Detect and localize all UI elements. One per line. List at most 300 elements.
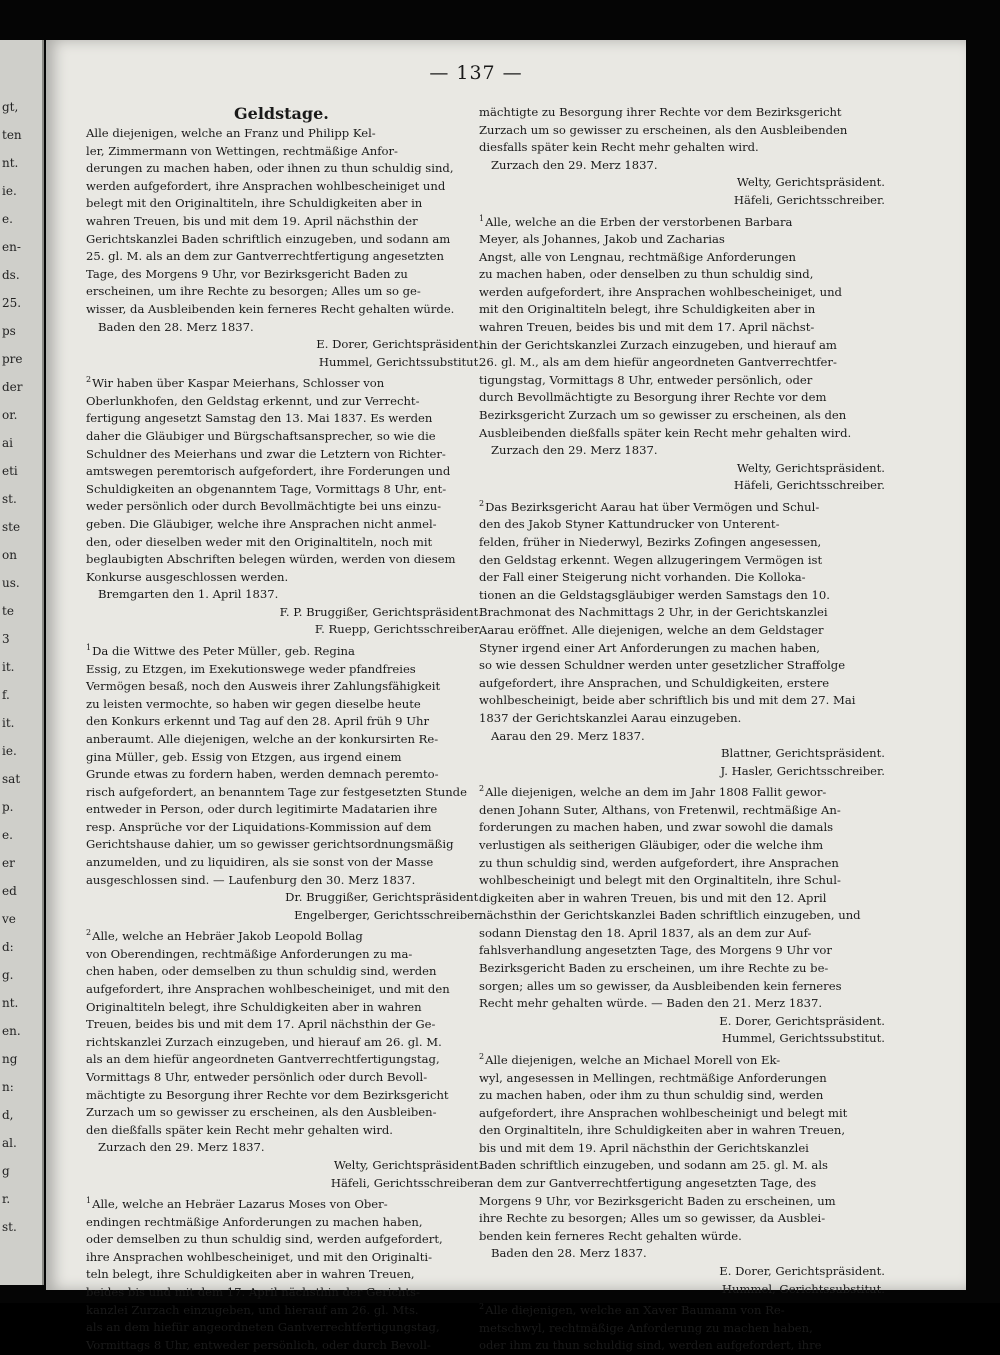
text-line-content: sorgen; alles um so gewisser, da Ausbleibenden kein ferneres (479, 978, 842, 993)
insertion-count-marker: 2 (479, 784, 485, 794)
left-page-fragment: pre (2, 352, 23, 366)
notice-paragraph (479, 1298, 889, 1355)
notice-paragraph (479, 780, 889, 1013)
text-line (86, 498, 486, 516)
text-line (479, 210, 889, 231)
left-page-fragment: der (2, 380, 23, 394)
right-column (479, 104, 889, 1355)
signature-line: Engelberger, Gerichtsschreiber. (294, 907, 482, 922)
text-line (86, 1249, 486, 1267)
text-line (479, 301, 889, 319)
text-line-content: von Oberendingen, rechtmäßige Anforderungen zu ma- (86, 946, 413, 961)
text-line-content: bis und mit dem 19. April nächsthin der Gerichtskanzlei (479, 1140, 809, 1155)
left-page-fragment: 25. (2, 296, 22, 310)
left-page-fragment: g (2, 1164, 10, 1178)
text-line-content: Originaltiteln belegt, ihre Schuldigkeiten aber in wahren (86, 999, 422, 1014)
insertion-count-marker: 2 (479, 498, 485, 508)
text-line (479, 780, 889, 801)
text-line (86, 1337, 486, 1355)
left-page-fragment: n: (2, 1080, 14, 1094)
signature-line: Häfeli, Gerichtsschreiber. (330, 1175, 482, 1190)
left-page-fragment: us. (2, 576, 20, 590)
text-line-content: Brachmonat des Nachmittags 2 Uhr, in der Gerichtskanzlei (479, 605, 828, 620)
text-line-content: Schuldigkeiten an obgenanntem Tage, Vormittags 8 Uhr, ent- (86, 481, 447, 496)
text-line-content: Aarau eröffnet. Alle diejenigen, welche an dem Geldstager (479, 622, 824, 637)
text-line (479, 675, 889, 693)
left-page-fragment: er (2, 856, 15, 870)
left-page-fragment: ds. (2, 268, 20, 282)
text-line-content: resp. Ansprüche vor der Liquidations-Kommission auf dem (86, 819, 432, 834)
left-page-fragment: gt, (2, 100, 19, 114)
left-page-fragment: ps (2, 324, 16, 338)
signature-line: E. Dorer, Gerichtspräsident. (719, 1013, 885, 1028)
text-line-content: ihre Ansprachen wohlbescheiniget, und mit den Originalti- (86, 1249, 433, 1264)
left-page-fragment: en- (2, 240, 21, 254)
text-line-content: Ausbleibenden dießfalls später kein Recht mehr gehalten wird. (479, 425, 852, 440)
text-line (479, 942, 889, 960)
signature-line: Welty, Gerichtspräsident. (736, 460, 885, 475)
text-line-content: den des Jakob Styner Kattundrucker von Unterent- (479, 517, 780, 532)
text-line (479, 960, 889, 978)
text-line (86, 766, 486, 784)
text-line (479, 622, 889, 640)
place-and-date: Zurzach den 29. Merz 1837. (491, 157, 658, 172)
text-line (86, 1231, 486, 1249)
notice-paragraph (86, 924, 486, 1139)
text-line-content: den dießfalls später kein Recht mehr gehalten wird. (86, 1122, 393, 1137)
text-line-content: nächsthin der Gerichtskanzlei Baden schriftlich einzugeben, und (479, 908, 861, 923)
left-column (86, 104, 486, 1354)
left-page-fragment: nt. (2, 996, 19, 1010)
text-line-content: Alle diejenigen, welche an dem im Jahr 1808 Fallit gewor- (485, 785, 827, 800)
text-line (86, 1122, 486, 1140)
text-line (86, 872, 486, 890)
text-line (479, 1122, 889, 1140)
signature-line: Hummel, Gerichtssubstitut. (318, 354, 482, 369)
text-line (86, 393, 486, 411)
text-line-content: Treuen, beides bis und mit dem 17. April nächsthin der Ge- (86, 1017, 436, 1032)
left-page-fragment: ed (2, 884, 17, 898)
text-line-content: aufgefordert, ihre Ansprachen, und Schuldigkeiten, erstere (479, 675, 830, 690)
text-line (479, 837, 889, 855)
insertion-count-marker: 2 (86, 928, 92, 938)
text-line-content: erscheinen, um ihre Rechte zu besorgen; Alles um so ge- (86, 284, 421, 299)
text-line (479, 407, 889, 425)
text-line (479, 1193, 889, 1211)
notice-paragraph (479, 1048, 889, 1245)
text-line (86, 195, 486, 213)
insertion-count-marker: 2 (86, 375, 92, 385)
signature-line: Welty, Gerichtspräsident. (333, 1158, 482, 1173)
place-and-date: Baden den 28. Merz 1837. (98, 319, 254, 334)
text-line (86, 924, 486, 945)
left-page-fragment: nt. (2, 156, 19, 170)
text-line-content: Zurzach um so gewisser zu erscheinen, als den Ausbleibenden (479, 122, 848, 137)
text-line-content: weder persönlich oder durch Bevollmächtigte bei uns einzu- (86, 499, 442, 514)
place-and-date: Bremgarten den 1. April 1837. (98, 587, 279, 602)
signature-line: Häfeli, Gerichtsschreiber. (733, 478, 885, 493)
text-line-content: der Fall einer Steigerung nicht vorhanden. Die Kollokа- (479, 570, 806, 585)
text-line-content: den, oder dieselben weder mit den Originaltiteln, noch mit (86, 534, 433, 549)
text-line-content: gina Müllег, geb. Essig von Etzgen, aus irgend einem (86, 749, 402, 764)
text-line-content: wahren Treuen, bis und mit dem 19. April nächsthin der (86, 213, 418, 228)
text-line (86, 266, 486, 284)
text-line-content: Alle, welche an Hebräer Jakob Leopold Bollag (92, 929, 363, 944)
text-line-content: anzumelden, und zu liquidiren, als sie sonst von der Masse (86, 855, 434, 870)
text-line (479, 819, 889, 837)
notice-paragraph (479, 495, 889, 728)
text-line-content: anberaumt. Alle diejenigen, welche an der konkursirten Re- (86, 731, 439, 746)
text-line-content: mit den Originaltiteln belegt, ihre Schuldigkeiten aber in (479, 302, 816, 317)
left-page-fragment: ie. (2, 184, 17, 198)
text-line (86, 1034, 486, 1052)
notice-paragraph (86, 125, 486, 319)
text-line (86, 678, 486, 696)
text-line-content: den Geldstag erkennt. Wegen allzugeringem Vermögen ist (479, 552, 823, 567)
text-line (86, 1266, 486, 1284)
text-line-content: Da die Wittwe des Peter Müllег, geb. Regina (92, 643, 355, 658)
text-line-content: Bezirksgericht Zurzach um so gewisser zu erscheinen, als den (479, 407, 847, 422)
text-line-content: daher die Gläubiger und Bürgschaftsansprecher, so wie die (86, 428, 436, 443)
insertion-count-marker: 1 (479, 213, 485, 223)
left-page-fragment: ste (2, 520, 21, 534)
section-heading: Geldstage. (234, 104, 329, 123)
text-line-content: wohlbescheinigt, beide aber schriftlich bis und mit dem 27. Mai (479, 693, 856, 708)
text-line-content: diesfalls später kein Recht mehr gehalten wird. (479, 140, 759, 155)
text-line-content: ausgeschlossen sind. — Laufenburg den 30. Merz 1837. (86, 872, 416, 887)
left-page-fragment: it. (2, 716, 15, 730)
text-line-content: Meyer, als Johannes, Jakob und Zacharias (479, 232, 725, 247)
text-line (479, 495, 889, 516)
text-line (479, 1140, 889, 1158)
text-line (479, 337, 889, 355)
text-line (479, 139, 889, 157)
newspaper-page (46, 40, 966, 1353)
left-page-fragment: ten (2, 128, 22, 142)
signature-line: F. P. Bruggißer, Gerichtspräsident. (279, 604, 482, 619)
signature-line: F. Ruepp, Gerichtsschreiber. (314, 622, 482, 637)
text-line (86, 836, 486, 854)
left-page-fragment: it. (2, 660, 15, 674)
text-line-content: Gerichtshause dahier, um so gewisser gerichtsordnungsmäßig (86, 837, 454, 852)
text-line-content: als an dem hiefür angeordneten Gantverrechtfertigungstag, (86, 1052, 440, 1067)
notice-paragraph (86, 639, 486, 889)
previous-page-edge (0, 40, 44, 1285)
text-line (86, 713, 486, 731)
text-line-content: oder demselben zu thun schuldig sind, werden aufgefordert, (86, 1232, 443, 1247)
place-and-date: Baden den 28. Merz 1837. (491, 1246, 647, 1261)
text-line-content: wyl, angesessen in Mellingen, rechtmäßige Anforderungen (479, 1070, 827, 1085)
text-line-content: wahren Treuen, beides bis und mit dem 17. April nächst- (479, 319, 815, 334)
text-line-content: wisser, da Ausbleibenden kein ferneres Recht gehalten würde. (86, 301, 455, 316)
text-line (86, 1192, 486, 1213)
text-line-content: an dem zur Gantverrechtfertigung angesetzten Tage, des (479, 1176, 817, 1191)
left-page-fragment: or. (2, 408, 18, 422)
text-line (86, 516, 486, 534)
text-line-content: chen haben, oder demselben zu thun schuldig sind, werden (86, 964, 437, 979)
text-line (479, 284, 889, 302)
text-line (479, 516, 889, 534)
place-and-date: Aarau den 29. Merz 1837. (491, 728, 645, 743)
place-and-date: Zurzach den 29. Merz 1837. (491, 443, 658, 458)
notice-paragraph (479, 104, 889, 157)
text-line (86, 213, 486, 231)
text-line-content: 26. gl. M., als am dem hiefür angeordneten Gantverrechtfer- (479, 355, 837, 370)
text-line (86, 178, 486, 196)
notice-paragraph (479, 210, 889, 443)
text-line (86, 371, 486, 392)
text-line (479, 1228, 889, 1246)
text-line-content: mächtigte zu Besorgung ihrer Rechte vor dem Bezirksgericht (479, 105, 842, 119)
text-line-content: ler, Zimmermann von Wettingen, rechtmäßige Anfor- (86, 143, 398, 158)
text-line (86, 1069, 486, 1087)
text-line (479, 802, 889, 820)
left-page-fragment: ng (2, 1052, 18, 1066)
signature-line: E. Dorer, Gerichtspräsident. (719, 1264, 885, 1279)
text-line-content: aufgefordert, ihre Ansprachen wohlbescheinigt und belegt mit (479, 1105, 848, 1120)
signature-line: Häfeli, Gerichtsschreiber. (733, 192, 885, 207)
text-line-content: Wir haben über Kaspar Meierhans, Schlosser von (92, 376, 385, 391)
text-line-content: denen Johann Suter, Althans, von Fretenwil, rechtmäßige An- (479, 802, 841, 817)
text-line (86, 1214, 486, 1232)
text-line-content: Alle diejenigen, welche an Xaver Baumann von Re- (485, 1303, 785, 1318)
text-line-content: aufgefordert, ihre Ansprachen wohlbescheiniget, und mit den (86, 982, 450, 997)
text-line-content: Recht mehr gehalten würde. — Baden den 21. Merz 1837. (479, 996, 823, 1011)
text-line-content: Vormittags 8 Uhr, entweder persönlich oder durch Bevoll- (86, 1070, 428, 1085)
page-number: — 137 — (429, 62, 523, 84)
text-line (479, 995, 889, 1013)
text-line (479, 534, 889, 552)
text-line-content: zu leisten vermochte, so haben wir gegen dieselbe heute (86, 696, 421, 711)
left-page-fragment: f. (2, 688, 10, 702)
text-line (86, 946, 486, 964)
text-line (479, 710, 889, 728)
text-line (86, 248, 486, 266)
text-line-content: Tage, des Morgens 9 Uhr, vor Bezirksgericht Baden zu (86, 266, 408, 281)
insertion-count-marker: 2 (479, 1302, 485, 1312)
text-line-content: Zurzach um so gewisser zu erscheinen, als den Ausbleiben- (86, 1105, 437, 1120)
text-line (479, 1048, 889, 1069)
text-line (86, 1087, 486, 1105)
text-line-content: fahlsverhandlung angesetzten Tage, des Morgens 9 Uhr vor (479, 943, 832, 958)
text-line-content: durch Bevollmächtigte zu Besorgung ihrer Rechte vor dem (479, 390, 827, 405)
text-line (479, 1087, 889, 1105)
text-line-content: forderungen zu machen haben, und zwar sowohl die damals (479, 820, 834, 835)
text-line (479, 569, 889, 587)
text-line (86, 283, 486, 301)
text-line (86, 854, 486, 872)
text-line (86, 819, 486, 837)
text-line-content: Alle, welche an die Erben der verstorbenen Barbara (485, 214, 793, 229)
text-line (479, 122, 889, 140)
text-line-content: hin der Gerichtskanzlei Zurzach einzugeben, und hierauf am (479, 337, 837, 352)
text-line (86, 731, 486, 749)
text-line-content: Alle diejenigen, welche an Franz und Philipp Kel- (86, 126, 376, 140)
text-line (479, 104, 889, 122)
text-line (479, 372, 889, 390)
text-line-content: den Orginaltiteln, ihre Schuldigkeiten aber in wahren Treuen, (479, 1123, 846, 1138)
place-and-date: Zurzach den 29. Merz 1837. (98, 1140, 265, 1155)
left-page-fragment: 3 (2, 632, 10, 646)
text-line-content: tionen an die Geldstagsgläubiger werden Samstags den 10. (479, 587, 830, 602)
text-line (479, 231, 889, 249)
text-line-content: Alle, welche an Hebräer Lazarus Moses von Ober- (92, 1197, 388, 1212)
text-line (86, 784, 486, 802)
text-line-content: metschwyl, rechtmäßige Anforderung zu machen haben, (479, 1320, 813, 1335)
text-line-content: Schuldner des Meierhans und zwar die Letztern von Richter- (86, 446, 446, 461)
text-line (86, 428, 486, 446)
text-line (479, 354, 889, 372)
text-line (479, 890, 889, 908)
text-line-content: richtskanzlei Zurzach einzugeben, und hierauf am 26. gl. M. (86, 1034, 442, 1049)
text-line (479, 249, 889, 267)
text-line-content: 25. gl. M. als an dem zur Gantverrechtfertigung angesetzten (86, 249, 444, 264)
left-page-fragment: al. (2, 1136, 17, 1150)
text-line-content: zu machen haben, oder ihm zu thun schuldig sind, werden (479, 1088, 824, 1103)
text-line-content: teln belegt, ihre Schuldigkeiten aber in wahren Treuen, (86, 1267, 415, 1282)
text-line (479, 657, 889, 675)
text-line (86, 551, 486, 569)
text-line-content: derungen zu machen haben, oder ihnen zu thun schuldig sind, (86, 161, 454, 176)
text-line (86, 301, 486, 319)
text-line (479, 1320, 889, 1338)
left-page-fragment: d, (2, 1108, 14, 1122)
text-line (479, 640, 889, 658)
text-line-content: den Konkurs erkennt und Tag auf den 28. April früh 9 Uhr (86, 714, 430, 729)
text-line (86, 1319, 486, 1337)
text-line-content: verlustigen als seitherigen Gläubiger, oder die welche ihm (479, 837, 824, 852)
text-line-content: zu machen haben, oder denselben zu thun schuldig sind, (479, 267, 814, 282)
signature-line: J. Hasler, Gerichtsschreiber. (720, 763, 885, 778)
text-line-content: Styner irgend einer Art Anforderungen zu machen haben, (479, 640, 820, 655)
text-line (86, 1284, 486, 1302)
text-line-content: ihre Rechte zu besorgen; Alles um so gewisser, da Ausblei- (479, 1211, 826, 1226)
notice-paragraph (86, 371, 486, 586)
text-line-content: 1837 der Gerichtskanzlei Aarau einzugeben. (479, 710, 742, 725)
text-line-content: Bezirksgericht Baden zu erscheinen, um ihre Rechte zu be- (479, 961, 829, 976)
insertion-count-marker: 2 (479, 1052, 485, 1062)
text-line-content: Gerichtskanzlei Baden schriftlich einzugeben, und sodann am (86, 231, 451, 246)
text-line (86, 534, 486, 552)
right-column-body (479, 104, 889, 1355)
text-line-content: so wie dessen Schuldner werden unter gesetzlicher Straffolge (479, 658, 846, 673)
text-line-content: Alle diejenigen, welche an Michael Morell von Ek- (485, 1052, 781, 1067)
text-line (86, 1051, 486, 1069)
left-page-fragment: ie. (2, 744, 17, 758)
text-line (86, 143, 486, 161)
text-line (86, 981, 486, 999)
signature-line: Hummel, Gerichtssubstitut. (721, 1281, 885, 1296)
text-line (479, 1210, 889, 1228)
text-line (86, 463, 486, 481)
text-line-content: werden aufgefordert, ihre Ansprachen wohlbescheiniget, und (479, 284, 842, 299)
signature-line: Hummel, Gerichtssubstitut. (721, 1031, 885, 1046)
text-line (479, 604, 889, 622)
left-page-fragment: eti (2, 464, 18, 478)
text-line-content: sodann Dienstag den 18. April 1837, als an dem zur Auf- (479, 925, 812, 940)
text-line (86, 801, 486, 819)
text-line (479, 855, 889, 873)
text-line-content: Angst, alle von Lengnau, rechtmäßige Anforderungen (479, 249, 796, 264)
text-line (86, 1016, 486, 1034)
text-line-content: Morgens 9 Uhr, vor Bezirksgericht Baden zu erscheinen, um (479, 1193, 836, 1208)
text-line (86, 639, 486, 660)
insertion-count-marker: 1 (86, 1196, 92, 1206)
text-line-content: felden, früher in Niederwyl, Bezirks Zofingen angesessen, (479, 534, 822, 549)
text-line-content: werden aufgefordert, ihre Ansprachen wohlbescheiniget und (86, 178, 446, 193)
text-line (479, 978, 889, 996)
text-line (86, 569, 486, 587)
left-page-fragment: p. (2, 800, 14, 814)
left-page-fragment: te (2, 604, 14, 618)
text-line (86, 963, 486, 981)
text-line (479, 692, 889, 710)
text-line-content: Konkurse ausgeschlossen werden. (86, 569, 289, 584)
text-line (86, 160, 486, 178)
text-line (479, 872, 889, 890)
text-line (86, 231, 486, 249)
text-line-content: geben. Die Gläubiger, welche ihre Ansprachen nicht anmel- (86, 516, 437, 531)
text-line-content: endingen rechtmäßige Anforderungen zu machen haben, (86, 1214, 423, 1229)
left-page-fragment: r. (2, 1192, 11, 1206)
text-line-content: Essig, zu Etzgen, im Exekutionswege weder pfandfreies (86, 661, 416, 676)
text-line (479, 1105, 889, 1123)
text-line (479, 907, 889, 925)
text-line-content: wohlbescheinigt und belegt mit den Orginaltiteln, ihre Schul- (479, 873, 841, 888)
text-line (479, 1337, 889, 1355)
signature-line: Dr. Bruggißer, Gerichtspräsident. (285, 890, 482, 905)
text-line (479, 389, 889, 407)
text-line-content: Oberlunkhofen, den Geldstag erkennt, und zur Verrecht- (86, 393, 420, 408)
text-line-content: kanzlei Zurzach einzugeben, und hierauf am 26. gl. Mts. (86, 1302, 419, 1317)
text-line-content: beglaubigten Abschriften belegen würden, werden von diesem (86, 552, 456, 567)
signature-line: E. Dorer, Gerichtspräsident. (316, 337, 482, 352)
insertion-count-marker: 1 (86, 643, 92, 653)
text-line (86, 446, 486, 464)
text-line-content: Grunde etwas zu fordern haben, werden demnach peremto- (86, 767, 439, 782)
left-page-fragment: en. (2, 1024, 21, 1038)
text-line-content: beides bis und mit dem 17. April nächsthin der Gerichts- (86, 1285, 420, 1300)
signature-line: Blattner, Gerichtspräsident. (721, 746, 885, 761)
text-line (479, 587, 889, 605)
text-line-content: benden kein ferneres Recht gehalten würde. (479, 1228, 742, 1243)
left-page-fragment: e. (2, 212, 13, 226)
text-line (86, 1302, 486, 1320)
text-line (86, 125, 486, 143)
left-page-fragment: on (2, 548, 17, 562)
text-line (86, 749, 486, 767)
left-page-fragment: d: (2, 940, 14, 954)
text-line-content: als an dem hiefür angeordneten Gantverrechtfertigungstag, (86, 1320, 440, 1335)
text-line-content: belegt mit den Originaltiteln, ihre Schuldigkeiten aber in (86, 196, 423, 211)
text-line-content: oder ihm zu thun schuldig sind, werden aufgefordert, ihre (479, 1338, 822, 1353)
text-line-content: Vermögen besaß, noch den Ausweis ihrer Zahlungsfähigkeit (86, 679, 441, 694)
left-column-body (86, 125, 486, 1354)
text-line-content: risch aufgefordert, an benanntem Tage zur festgesetzten Stunde (86, 784, 467, 799)
text-line-content: mächtigte zu Besorgung ihrer Rechte vor dem Bezirksgericht (86, 1087, 449, 1102)
text-line (479, 1175, 889, 1193)
text-line-content: tigungstag, Vormittags 8 Uhr, entweder persönlich, oder (479, 372, 813, 387)
text-line-content: amtswegen peremtorisch aufgefordert, ihre Forderungen und (86, 464, 451, 479)
text-line (479, 1298, 889, 1319)
text-line (479, 1070, 889, 1088)
text-line (479, 552, 889, 570)
left-page-fragment: ai (2, 436, 13, 450)
left-page-fragment: e. (2, 828, 13, 842)
text-line (479, 425, 889, 443)
left-page-fragment: st. (2, 1220, 17, 1234)
text-line-content: entweder in Person, oder durch legitimirte Madatarien ihre (86, 802, 438, 817)
